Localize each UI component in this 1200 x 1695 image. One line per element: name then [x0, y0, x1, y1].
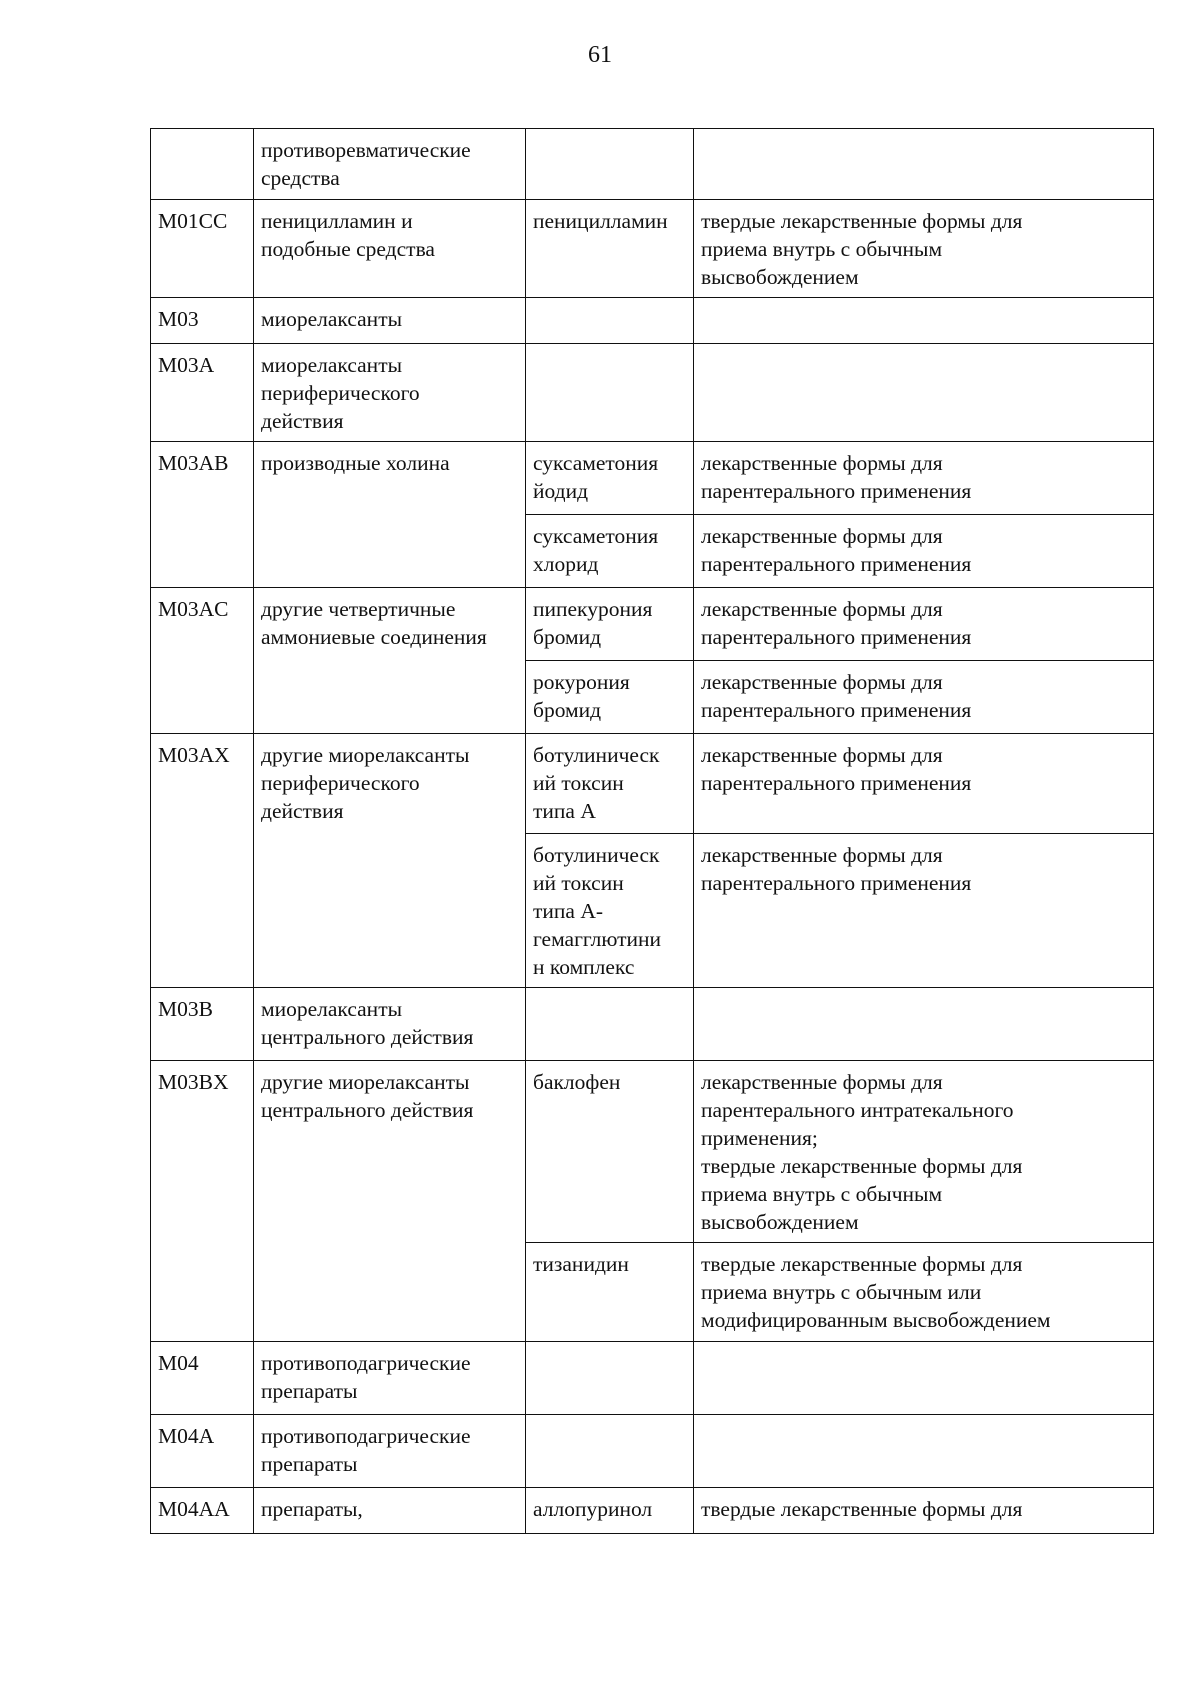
group-name-cell: препараты,	[254, 1488, 526, 1534]
dosage-form-cell: лекарственные формы для парентерального применения	[694, 442, 1154, 515]
atc-code-cell: M04AA	[151, 1488, 254, 1534]
atc-code-cell: M03AC	[151, 588, 254, 734]
group-name-cell: противоподагрические препараты	[254, 1342, 526, 1415]
dosage-form-cell: твердые лекарственные формы для приема внутрь с обычным высвобождением	[694, 200, 1154, 298]
dosage-form-cell	[694, 988, 1154, 1061]
dosage-form-cell: твердые лекарственные формы для приема внутрь с обычным или модифицированным высвобождением	[694, 1243, 1154, 1342]
dosage-form-cell	[694, 1415, 1154, 1488]
table-row	[151, 988, 1154, 1061]
dosage-form-cell: лекарственные формы для парентерального применения	[694, 515, 1154, 588]
table-row	[151, 588, 1154, 661]
drug-name-cell: баклофен	[526, 1061, 694, 1243]
dosage-form-cell	[694, 344, 1154, 442]
group-name-cell: производные холина	[254, 442, 526, 588]
atc-code-cell: M04	[151, 1342, 254, 1415]
table-row	[151, 734, 1154, 834]
drug-name-cell: рокурония бромид	[526, 661, 694, 734]
group-name-cell: миорелаксанты периферического действия	[254, 344, 526, 442]
dosage-form-cell	[694, 298, 1154, 344]
drug-name-cell: тизанидин	[526, 1243, 694, 1342]
table-row	[151, 1342, 1154, 1415]
table-row	[151, 129, 1154, 200]
atc-code-cell: M03AX	[151, 734, 254, 988]
group-name-cell: миорелаксанты центрального действия	[254, 988, 526, 1061]
table-row	[151, 1488, 1154, 1534]
group-name-cell: другие миорелаксанты центрального действия	[254, 1061, 526, 1342]
dosage-form-cell: твердые лекарственные формы для	[694, 1488, 1154, 1534]
drug-name-cell	[526, 988, 694, 1061]
drug-table	[150, 128, 1154, 1534]
drug-name-cell: ботулиническ ий токсин типа А	[526, 734, 694, 834]
drug-name-cell: пипекурония бромид	[526, 588, 694, 661]
drug-name-cell	[526, 1342, 694, 1415]
dosage-form-cell	[694, 129, 1154, 200]
table-row	[151, 298, 1154, 344]
dosage-form-cell: лекарственные формы для парентерального применения	[694, 734, 1154, 834]
table-row	[151, 344, 1154, 442]
atc-code-cell: M01CC	[151, 200, 254, 298]
group-name-cell: миорелаксанты	[254, 298, 526, 344]
page-number: 61	[588, 42, 612, 68]
group-name-cell: другие четвертичные аммониевые соединения	[254, 588, 526, 734]
atc-code-cell: M03BX	[151, 1061, 254, 1342]
drug-name-cell	[526, 344, 694, 442]
atc-code-cell: M03B	[151, 988, 254, 1061]
table-row	[151, 200, 1154, 298]
drug-name-cell	[526, 298, 694, 344]
atc-code-cell: M03AB	[151, 442, 254, 588]
group-name-cell: пеницилламин и подобные средства	[254, 200, 526, 298]
group-name-cell: противоподагрические препараты	[254, 1415, 526, 1488]
dosage-form-cell: лекарственные формы для парентерального интратекального применения; твердые лекарственные формы для приема внутрь с обычным высвобождением	[694, 1061, 1154, 1243]
dosage-form-cell: лекарственные формы для парентерального применения	[694, 834, 1154, 988]
atc-code-cell: M03	[151, 298, 254, 344]
group-name-cell: другие миорелаксанты периферического действия	[254, 734, 526, 988]
atc-code-cell: M03A	[151, 344, 254, 442]
drug-name-cell: пеницилламин	[526, 200, 694, 298]
drug-name-cell: ботулиническ ий токсин типа А- гемагглютини н комплекс	[526, 834, 694, 988]
drug-name-cell	[526, 129, 694, 200]
dosage-form-cell: лекарственные формы для парентерального применения	[694, 661, 1154, 734]
drug-name-cell	[526, 1415, 694, 1488]
drug-name-cell: аллопуринол	[526, 1488, 694, 1534]
table-row	[151, 1415, 1154, 1488]
group-name-cell: противоревматические средства	[254, 129, 526, 200]
drug-name-cell: суксаметония хлорид	[526, 515, 694, 588]
table-row	[151, 442, 1154, 515]
drug-name-cell: суксаметония йодид	[526, 442, 694, 515]
dosage-form-cell: лекарственные формы для парентерального применения	[694, 588, 1154, 661]
table-row	[151, 1061, 1154, 1243]
dosage-form-cell	[694, 1342, 1154, 1415]
atc-code-cell: M04A	[151, 1415, 254, 1488]
atc-code-cell	[151, 129, 254, 200]
